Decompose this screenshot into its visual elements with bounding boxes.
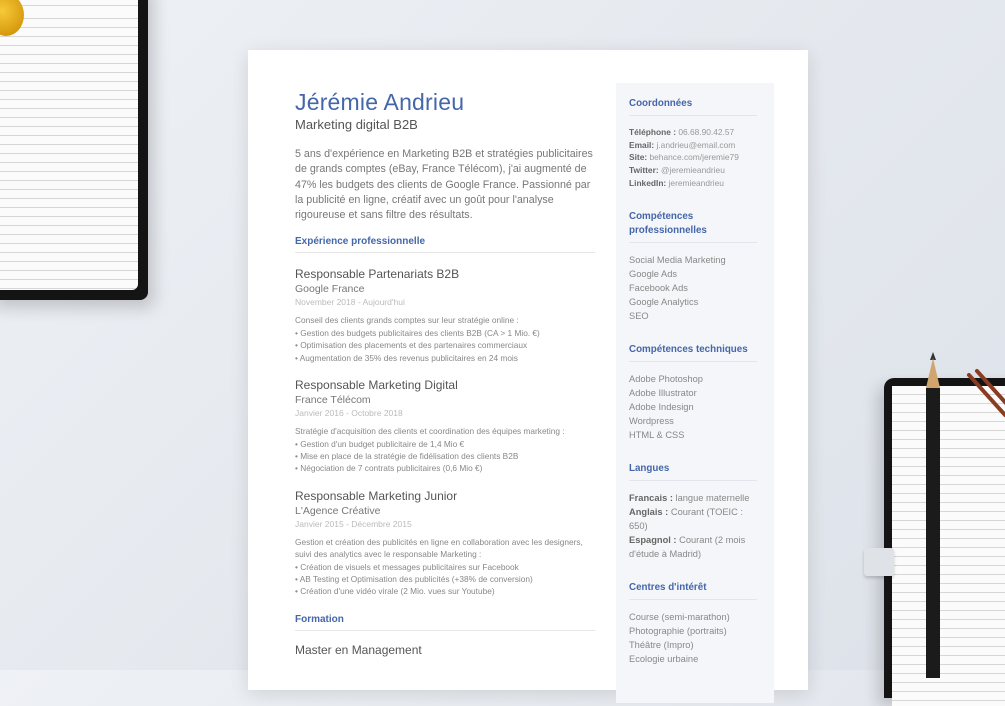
interest-item: Photographie (portraits) — [629, 625, 727, 636]
language-english: Anglais : Courant (TOEIC : 650) — [629, 506, 744, 531]
job-bullets — [295, 561, 595, 598]
black-pencil — [926, 388, 940, 678]
notebook-elastic-band — [864, 548, 894, 576]
left-notebook — [0, 0, 148, 300]
skill-item: Adobe Illustrator — [629, 387, 697, 398]
job-dates: Janvier 2015 - Décembre 2015 — [295, 518, 412, 529]
skill-item: Adobe Photoshop — [629, 373, 703, 384]
resume-sidebar — [616, 83, 774, 703]
skill-item: Wordpress — [629, 415, 674, 426]
job-intro: Gestion et création des publicités en ligne en collaboration avec les designers, suivi des analytics avec le responsable Marketing : — [295, 536, 583, 560]
job-bullet: • Mise en place de la stratégie de fidélisation des clients B2B — [295, 450, 595, 462]
skill-item: Facebook Ads — [629, 282, 688, 293]
education-entry — [295, 642, 595, 658]
job-entry — [295, 377, 595, 475]
languages-list — [629, 491, 757, 561]
job-title: Responsable Marketing Digital — [295, 378, 458, 393]
contact-details — [629, 126, 757, 190]
interest-item: Course (semi-marathon) — [629, 611, 730, 622]
job-company: France Télécom — [295, 394, 371, 407]
skill-item: HTML & CSS — [629, 429, 685, 440]
language-french: Francais : langue maternelle — [629, 492, 750, 503]
job-bullet: • Gestion d'un budget publicitaire de 1,4 Mio € — [295, 438, 595, 450]
job-dates: Janvier 2016 - Octobre 2018 — [295, 408, 403, 419]
job-title: Responsable Marketing Junior — [295, 488, 458, 503]
job-bullet: • Augmentation de 35% des revenus publicitaires en 24 mois — [295, 352, 595, 364]
job-intro: Stratégie d'acquisition des clients et coordination des équipes marketing : — [295, 426, 565, 437]
interest-item: Théâtre (Impro) — [629, 639, 694, 650]
job-bullet: • Négociation de 7 contrats publicitaires (0,6 Mio €) — [295, 462, 595, 474]
job-bullet: • AB Testing et Optimisation des publicités (+38% de conversion) — [295, 573, 595, 585]
job-bullets — [295, 327, 595, 364]
job-dates: November 2018 - Aujourd'hui — [295, 297, 405, 308]
contact-title: Coordonnées — [629, 97, 757, 116]
language-spanish: Espagnol : Courant (2 mois d'étude à Madrid) — [629, 534, 746, 559]
right-notebook — [884, 378, 1005, 698]
job-bullets — [295, 438, 595, 475]
job-company: L'Agence Créative — [295, 504, 381, 517]
sidebar-content — [629, 97, 757, 686]
languages-title: Langues — [629, 462, 757, 481]
contact-phone: Téléphone : 06.68.90.42.57 — [629, 127, 735, 137]
left-notebook-page — [0, 0, 138, 290]
skill-item: Social Media Marketing — [629, 254, 726, 265]
job-bullet: • Optimisation des placements et des partenaires commerciaux — [295, 339, 595, 351]
degree-title: Master en Management — [295, 642, 422, 657]
resume-main-column — [295, 88, 595, 658]
pencil-tip — [926, 358, 940, 388]
pro-skills-title: Compétences professionnelles — [629, 210, 757, 243]
contact-twitter: Twitter: @jeremieandrieu — [629, 165, 725, 176]
job-bullet: • Création de visuels et messages publicitaires sur Facebook — [295, 561, 595, 573]
job-bullet: • Gestion des budgets publicitaires des clients B2B (CA > 1 Mio. €) — [295, 327, 595, 339]
summary-paragraph: 5 ans d'expérience en Marketing B2B et stratégies publicitaires de grands comptes (eBay, France Télécom), j'ai augmenté de 47% les budgets des clients de Google France. Passionné par la publicité en ligne, créatif avec un goût pour l'analyse rigoureuse et sans filtre des résultats. — [295, 148, 593, 222]
candidate-name: Jérémie Andrieu — [295, 89, 465, 115]
skill-item: Adobe Indesign — [629, 401, 694, 412]
job-intro: Conseil des clients grands comptes sur leur stratégie online : — [295, 315, 519, 326]
right-notebook-page — [892, 386, 1005, 706]
resume-page — [248, 50, 808, 690]
job-title: Responsable Partenariats B2B — [295, 267, 460, 282]
languages-block — [629, 462, 757, 561]
contact-email: Email: j.andrieu@email.com — [629, 139, 736, 150]
skill-item: Google Analytics — [629, 296, 699, 307]
candidate-role: Marketing digital B2B — [295, 117, 418, 132]
pro-skills-block — [629, 210, 757, 323]
tech-skills-title: Compétences techniques — [629, 343, 757, 362]
interests-title: Centres d'intérêt — [629, 581, 757, 600]
job-bullet: • Création d'une vidéo virale (2 Mio. vues sur Youtube) — [295, 585, 595, 597]
contact-linkedin: LinkedIn: jeremieandrieu — [629, 177, 724, 188]
education-section-title: Formation — [295, 614, 595, 631]
tech-skills-list — [629, 372, 757, 442]
interests-list — [629, 610, 757, 666]
pro-skills-list — [629, 253, 757, 323]
tech-skills-block — [629, 343, 757, 442]
skill-item: SEO — [629, 310, 649, 321]
contact-block — [629, 97, 757, 190]
contact-site: Site: behance.com/jeremie79 — [629, 152, 739, 163]
skill-item: Google Ads — [629, 268, 678, 279]
job-company: Google France — [295, 283, 365, 296]
experience-section-title: Expérience professionnelle — [295, 236, 595, 253]
job-entry — [295, 266, 595, 364]
interests-block — [629, 581, 757, 666]
interest-item: Ecologie urbaine — [629, 653, 699, 664]
job-entry — [295, 488, 595, 598]
